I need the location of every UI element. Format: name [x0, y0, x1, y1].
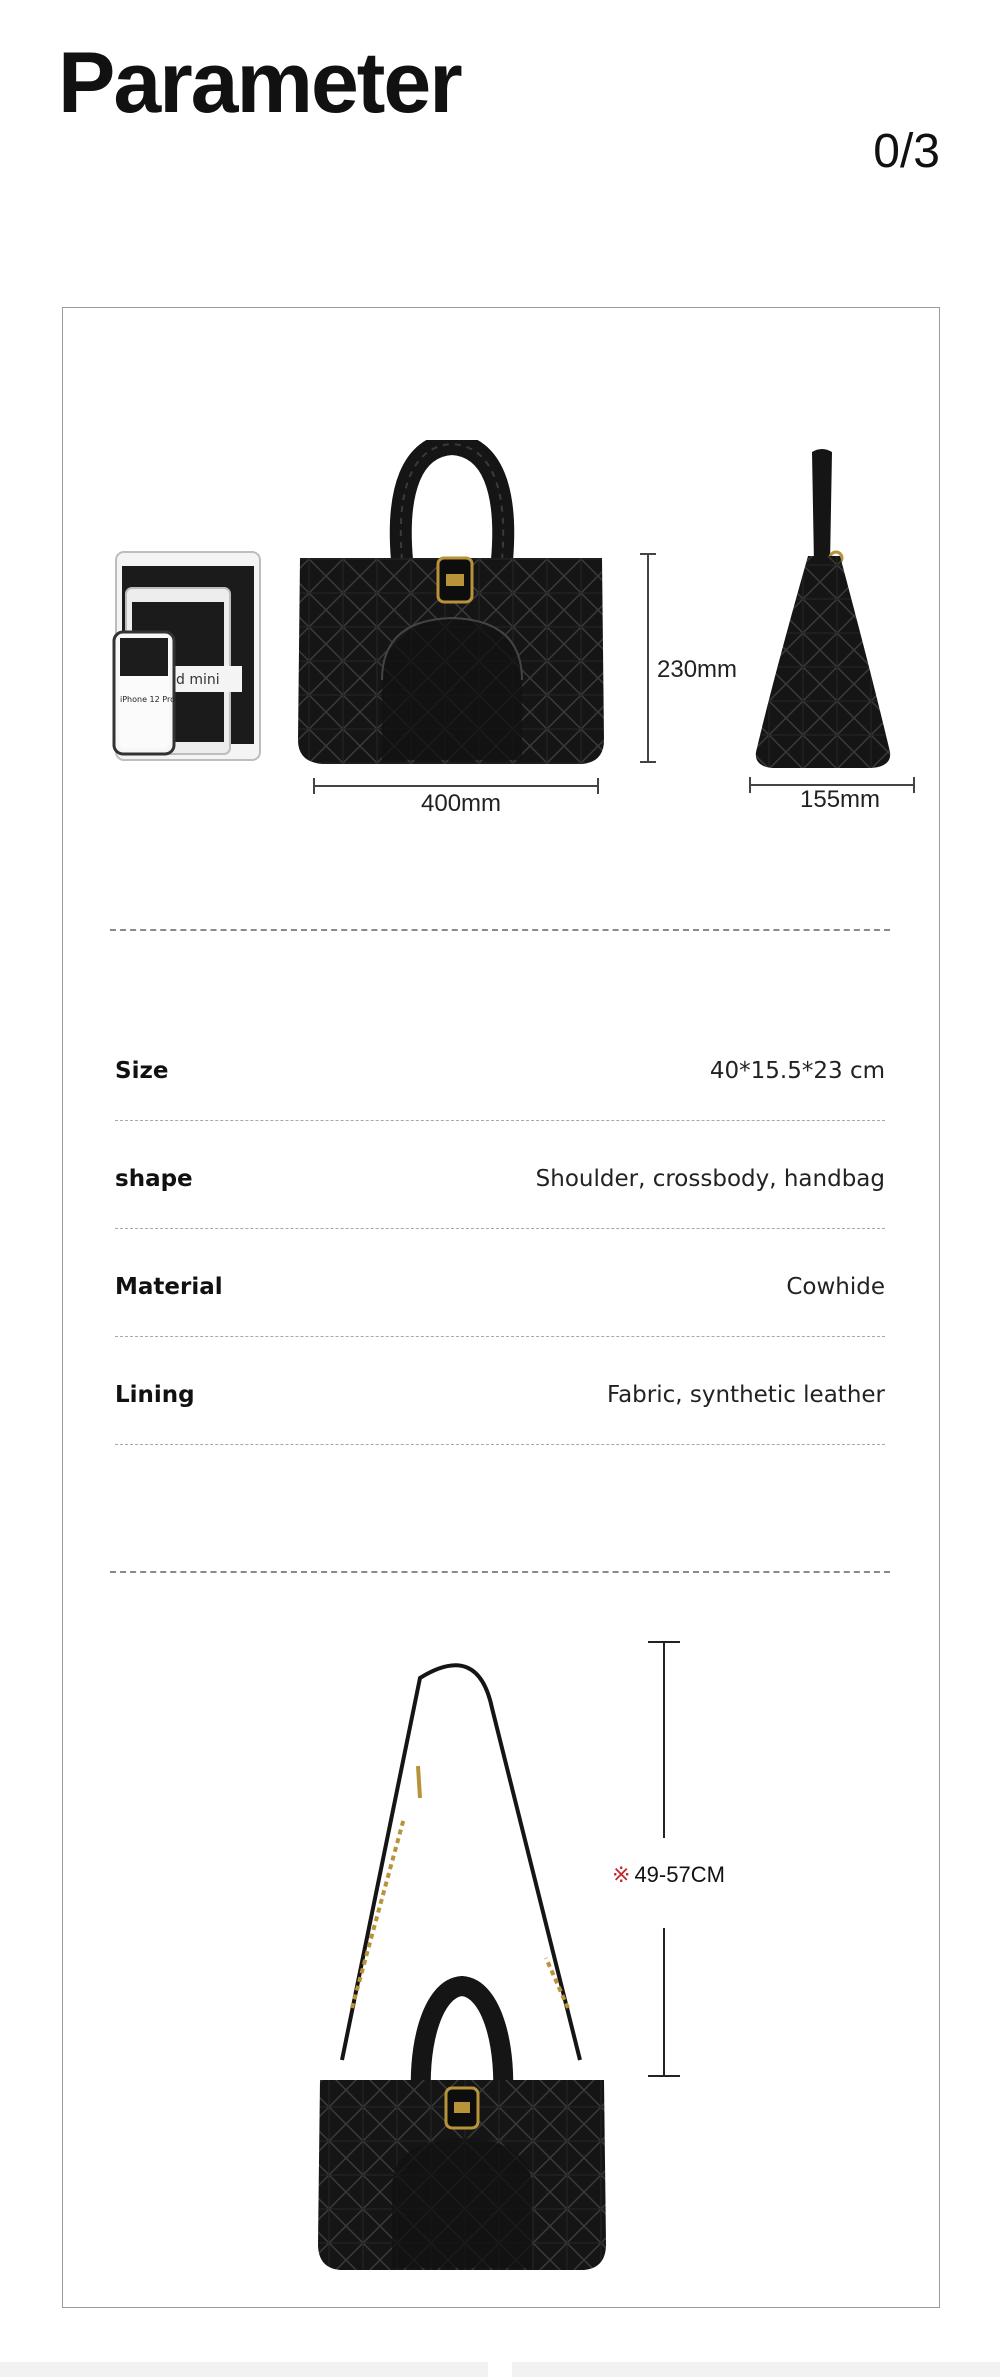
strap-measure-line [644, 1638, 684, 2080]
phone-model-label: iPhone 12 Pro [120, 695, 175, 704]
section-divider [110, 929, 890, 931]
tablet-model-label: d mini [176, 672, 220, 688]
bag-strap-image [312, 1648, 612, 2272]
spec-row-shape [115, 1122, 885, 1229]
front-measure-lines [312, 548, 672, 794]
row-divider [115, 1444, 885, 1445]
spec-label: Material [115, 1274, 223, 1300]
spec-value: 40*15.5*23 cm [709, 1058, 885, 1084]
spec-row-size [115, 1014, 885, 1121]
device-comparison-image [112, 548, 268, 764]
spec-label: Size [115, 1058, 169, 1084]
page-indicator: 0/3 [873, 125, 940, 178]
bag-side-image [752, 446, 892, 770]
strap-length-label [612, 1862, 725, 1888]
page-title: Parameter [58, 35, 461, 131]
bottom-thumbnail-right [512, 2362, 1000, 2377]
strap-length-value: 49-57CM [634, 1862, 725, 1887]
note-mark: ※ [612, 1862, 631, 1887]
spec-value: Cowhide [786, 1274, 885, 1300]
spec-value: Shoulder, crossbody, handbag [535, 1166, 885, 1192]
section-divider [110, 1571, 890, 1573]
spec-row-lining [115, 1338, 885, 1445]
height-dimension-label: 230mm [657, 656, 738, 683]
spec-label: Lining [115, 1382, 195, 1408]
width-dimension-label: 400mm [421, 790, 502, 817]
row-divider [115, 1336, 885, 1337]
depth-dimension-label: 155mm [800, 786, 881, 813]
spec-label: shape [115, 1166, 193, 1192]
spec-row-material [115, 1230, 885, 1337]
row-divider [115, 1120, 885, 1121]
spec-value: Fabric, synthetic leather [606, 1382, 885, 1408]
row-divider [115, 1228, 885, 1229]
bottom-thumbnail-left [0, 2362, 488, 2377]
